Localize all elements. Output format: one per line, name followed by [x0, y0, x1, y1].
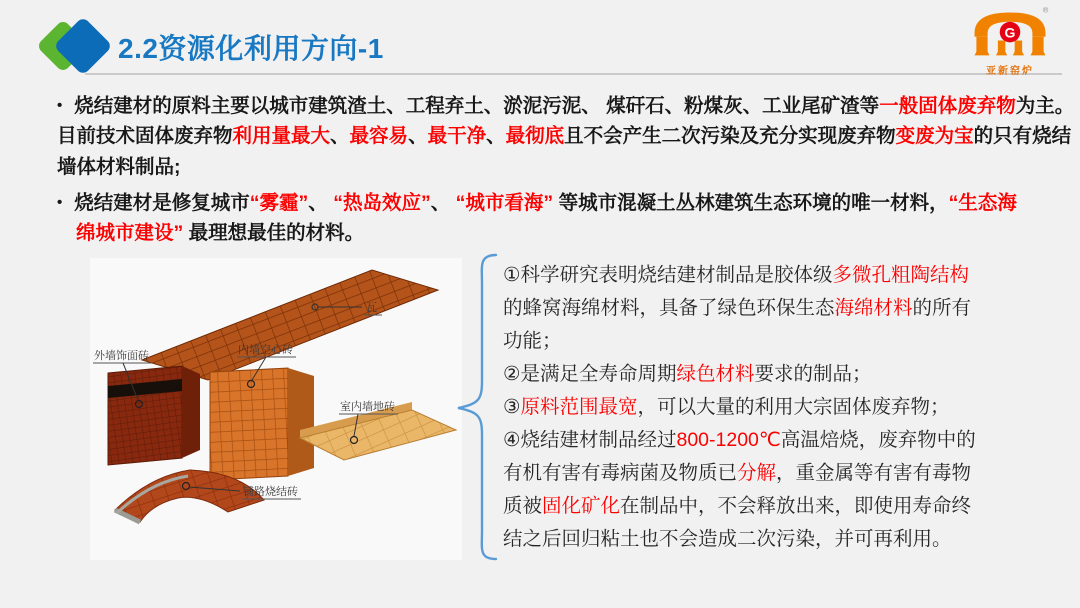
point-line-2: 的蜂窝海绵材料，具备了绿色环保生态海绵材料的所有: [503, 297, 972, 319]
point-line-1: ①科学研究表明烧结建材制品是胶体级多微孔粗陶结构: [503, 264, 969, 286]
registered-trademark-symbol: ®: [1042, 5, 1049, 15]
curly-brace: [451, 251, 499, 568]
left-brace-icon: [451, 251, 499, 563]
bullet-list: [57, 90, 1075, 249]
bullet-1-line-3: 墙体材料制品;: [57, 156, 181, 178]
hollow-brick-wall: [210, 368, 314, 480]
bullet-text: 烧结建材是修复城市“雾霾”、 “热岛效应”、 “城市看海” 等城市混凝土丛林建筑生态环境的唯一材料，“生态海: [74, 192, 1017, 214]
point-line-5: ③原料范围最宽，可以大量的利用大宗固体废弃物；: [503, 396, 950, 418]
bullet-marker: •: [57, 97, 63, 114]
bullet-1-line-1: [57, 90, 1075, 121]
roof-tile-sheet: [142, 270, 438, 380]
bricks-figure: [90, 258, 462, 560]
point-line-3: 功能；: [503, 330, 562, 352]
bullet-1-line-2: 目前技术固体废弃物利用量最大、最容易、最干净、最彻底且不会产生二次污染及充分实现废弃物变废为宝的只有烧结: [57, 125, 1072, 147]
sintered-products-illustration: [90, 258, 462, 560]
bullet-marker: •: [57, 194, 63, 211]
numbered-points-block: [503, 259, 1068, 556]
bullet-2-line-1: [57, 187, 1062, 218]
kiln-logo-icon: [968, 5, 1052, 61]
point-line-7: 有机有害有毒病菌及物质已分解，重金属等有害有毒物: [503, 462, 972, 484]
point-line-4: ②是满足全寿命周期绿色材料要求的制品；: [503, 363, 872, 385]
point-line-6: ④烧结建材制品经过800-1200℃高温焙烧，废弃物中的: [503, 429, 976, 451]
exterior-wall-label: 外墙饰面砖: [94, 350, 149, 362]
point-line-8: 质被固化矿化在制品中，不会释放出来，即使用寿命终: [503, 495, 972, 517]
exterior-wall-brick: [108, 366, 200, 465]
logo-monogram: G: [1004, 24, 1016, 41]
logo-name: 亚新窑炉: [986, 66, 1034, 77]
floor-tiles-label: 室内墙地砖: [340, 401, 395, 413]
page-title: 2.2资源化利用方向-1: [118, 33, 384, 64]
tile-label: 瓦: [366, 302, 377, 314]
company-logo: [966, 5, 1054, 77]
title-divider: [85, 73, 1062, 75]
hollow-brick-label: 内墙空心砖: [238, 344, 293, 356]
point-line-9: 结之后回归粘土也不会造成二次污染，并可再利用。: [503, 528, 952, 550]
paving-label: 铺路烧结砖: [243, 486, 298, 498]
bullet-text: 烧结建材的原料主要以城市建筑渣土、工程弃土、淤泥污泥、 煤矸石、粉煤灰、工业尾矿渣等一般固体废弃物为主。: [74, 95, 1075, 117]
bullet-2-line-2: 绵城市建设” 最理想最佳的材料。: [76, 222, 365, 244]
